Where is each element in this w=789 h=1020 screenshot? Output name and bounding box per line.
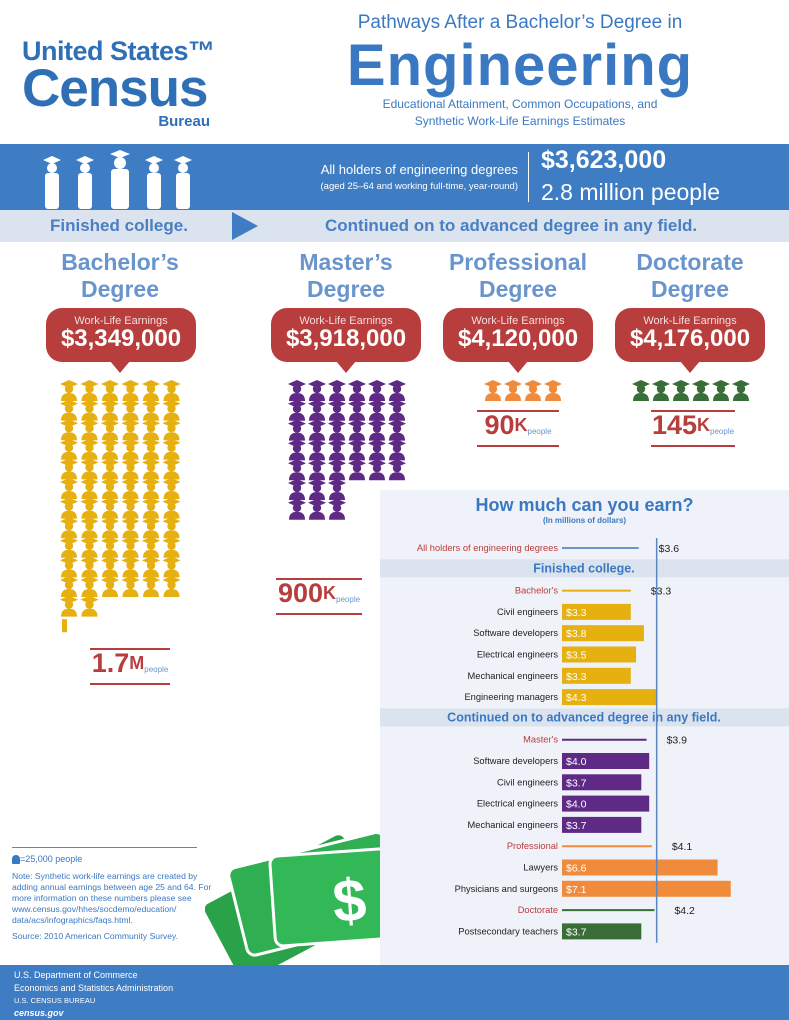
person-icon-67 xyxy=(81,596,99,617)
degree-title-line1: Professional xyxy=(448,249,588,275)
chart-value-label: $3.7 xyxy=(566,819,587,832)
person-icon-2 xyxy=(524,380,542,401)
person-icon-17 xyxy=(388,420,406,441)
person-icon-3 xyxy=(544,380,562,401)
person-icon-50 xyxy=(101,537,119,558)
footnotes xyxy=(12,854,212,942)
logo-line1: United States™ xyxy=(22,36,215,66)
chart-row-label: Software developers xyxy=(473,628,558,639)
chart-section-label: Continued on to advanced degree in any field. xyxy=(447,710,721,725)
person-icon-29 xyxy=(388,459,406,480)
degree-title-line2: Degree xyxy=(479,276,557,302)
person-icon-63 xyxy=(122,576,140,597)
person-icon-5 xyxy=(163,380,181,401)
footer-line1: U.S. Department of Commerce xyxy=(14,970,138,980)
person-icon-12 xyxy=(288,420,306,441)
earnings-value: $4,176,000 xyxy=(629,325,751,352)
logo-line2: Census xyxy=(22,59,208,118)
person-icon-23 xyxy=(163,439,181,460)
earnings-bubble xyxy=(46,308,196,362)
arrow-right-icon xyxy=(232,212,258,240)
chart-value-label: $3.5 xyxy=(566,649,587,662)
person-icon-14 xyxy=(328,420,346,441)
earnings-bubble xyxy=(443,308,593,362)
person-icon-38 xyxy=(101,498,119,519)
bubble-tail xyxy=(680,361,700,373)
person-icon-52 xyxy=(142,537,160,558)
person-icon-61 xyxy=(81,576,99,597)
person-icon-4 xyxy=(712,380,730,401)
person-icon-37 xyxy=(81,498,99,519)
person-icon-17 xyxy=(163,419,181,440)
earnings-value: $4,120,000 xyxy=(457,325,579,352)
people-count xyxy=(651,410,735,447)
person-icon-36 xyxy=(60,498,78,519)
bubble-tail xyxy=(336,361,356,373)
footnote-note: Note: Synthetic work-life earnings are created by adding annual earnings between age 25 and 64. For more information on these numbers please see www.census.gov/hhes/socdemo/education/ data/acs/infographics/faqs.html. xyxy=(12,871,212,925)
person-icon-24 xyxy=(60,458,78,479)
person-icon-11 xyxy=(388,400,406,421)
chart-row-label: Civil engineers xyxy=(497,606,558,617)
bubble-tail xyxy=(508,361,528,373)
person-icon-40 xyxy=(142,498,160,519)
chart-value-label: $7.1 xyxy=(566,883,587,896)
person-icon-22 xyxy=(368,439,386,460)
count-unit: M xyxy=(129,653,145,673)
chart-value-label: $4.2 xyxy=(674,905,695,918)
chart-value-label: $3.7 xyxy=(566,926,587,939)
legend-text: =25,000 people xyxy=(20,854,83,864)
degree-title-line2: Degree xyxy=(651,276,729,302)
person-icon-14 xyxy=(101,419,119,440)
person-icon-19 xyxy=(308,439,326,460)
person-icon-18 xyxy=(288,439,306,460)
chart-row-label: Master's xyxy=(523,734,558,745)
logo-line3: Bureau xyxy=(158,113,210,130)
count-people: people xyxy=(144,665,169,674)
person-icon-13 xyxy=(81,419,99,440)
person-icon-53 xyxy=(163,537,181,558)
footnote-divider xyxy=(12,847,197,848)
person-icon-10 xyxy=(142,400,160,421)
person-icon-0 xyxy=(288,380,306,401)
person-icon-45 xyxy=(122,517,140,538)
person-icon-32 xyxy=(328,479,346,500)
person-icon-35 xyxy=(163,478,181,499)
count-people: people xyxy=(710,427,735,436)
footer-link[interactable]: census.gov xyxy=(14,1008,64,1018)
person-icon-16 xyxy=(368,420,386,441)
person-icon-30 xyxy=(288,479,306,500)
count-value: 900 xyxy=(277,578,324,608)
chart-unit: (In millions of dollars) xyxy=(542,516,627,525)
band-divider xyxy=(528,152,529,202)
finished-college-label: Finished college. xyxy=(50,216,188,235)
degree-title xyxy=(261,249,431,303)
person-icon-34 xyxy=(308,499,326,520)
person-icon-6 xyxy=(288,400,306,421)
person-icon-7 xyxy=(81,400,99,421)
doctorate-people-icons xyxy=(630,380,758,404)
count-people: people xyxy=(336,595,361,604)
chart-row-label: All holders of engineering degrees xyxy=(416,543,558,553)
person-icon-22 xyxy=(142,439,160,460)
money-bills-icon xyxy=(205,825,385,965)
chart-value-label: $3.9 xyxy=(666,734,688,747)
count-unit: K xyxy=(514,415,528,435)
svg-text:$: $ xyxy=(330,866,369,936)
chart-value-label: $3.3 xyxy=(566,670,587,683)
person-icon-31 xyxy=(308,479,326,500)
bachelors-people-icons xyxy=(58,380,186,670)
person-icon-26 xyxy=(328,459,346,480)
person-icon-5 xyxy=(388,380,406,401)
person-icon-28 xyxy=(368,459,386,480)
person-icon-16 xyxy=(142,419,160,440)
person-icon-0 xyxy=(484,380,502,401)
person-icon-10 xyxy=(368,400,386,421)
chart-value-label: $4.1 xyxy=(671,841,693,854)
chart-row-label: Electrical engineers xyxy=(476,798,558,809)
chart-row-label: Professional xyxy=(506,841,558,852)
work-life-label: Work-Life Earnings xyxy=(471,315,565,327)
degree-title-line2: Degree xyxy=(307,276,385,302)
person-icon-60 xyxy=(60,576,78,597)
person-icon-49 xyxy=(81,537,99,558)
person-icon-47 xyxy=(163,517,181,538)
chart-value-label: $3.3 xyxy=(566,606,587,619)
person-icon xyxy=(12,855,20,864)
band-earnings: $3,623,000 xyxy=(541,146,667,174)
chart-row-label: Mechanical engineers xyxy=(467,819,558,830)
earnings-value: $3,349,000 xyxy=(60,325,182,352)
chart-bar xyxy=(562,881,731,897)
degree-title-line1: Bachelor’s xyxy=(61,249,179,275)
chart-title: How much can you earn? xyxy=(475,495,694,515)
person-icon-42 xyxy=(60,517,78,538)
person-icon-41 xyxy=(163,498,181,519)
person-icon-28 xyxy=(142,458,160,479)
band-age-note: (aged 25–64 and working full-time, year-round) xyxy=(320,181,518,192)
person-icon-27 xyxy=(122,458,140,479)
footer-line2: Economics and Statistics Administration xyxy=(14,983,174,993)
degree-title-line1: Master’s xyxy=(299,249,393,275)
person-icon-2 xyxy=(672,380,690,401)
person-icon-9 xyxy=(122,400,140,421)
person-icon-33 xyxy=(288,499,306,520)
person-icon-11 xyxy=(163,400,181,421)
person-icon-8 xyxy=(328,400,346,421)
person-icon-13 xyxy=(308,420,326,441)
degree-title-line1: Doctorate xyxy=(636,249,744,275)
chart-value-label: $4.0 xyxy=(566,798,587,811)
person-icon-46 xyxy=(142,517,160,538)
chart-row-label: Electrical engineers xyxy=(476,649,558,660)
person-icon-24 xyxy=(288,459,306,480)
person-icon-54 xyxy=(60,556,78,577)
person-icon-34 xyxy=(142,478,160,499)
person-icon-12 xyxy=(60,419,78,440)
chart-value-label: $3.6 xyxy=(658,543,680,555)
person-icon-64 xyxy=(142,576,160,597)
people-count xyxy=(90,648,170,685)
page-subtitle xyxy=(330,96,710,130)
page-pretitle: Pathways After a Bachelor’s Degree in xyxy=(357,12,683,33)
chart-row-label: Doctorate xyxy=(517,905,558,916)
subtitle-line2: Synthetic Work-Life Earnings Estimates xyxy=(414,114,626,128)
person-icon-62 xyxy=(101,576,119,597)
chart-row-label: Bachelor's xyxy=(514,585,558,596)
person-icon-20 xyxy=(101,439,119,460)
degree-title xyxy=(433,249,603,303)
person-icon-51 xyxy=(122,537,140,558)
chart-row-label: Software developers xyxy=(473,756,558,766)
person-icon-39 xyxy=(122,498,140,519)
person-icon-59 xyxy=(163,556,181,577)
person-icon-3 xyxy=(692,380,710,401)
degree-title xyxy=(605,249,775,303)
person-icon-1 xyxy=(652,380,670,401)
chart-value-label: $4.0 xyxy=(566,756,587,768)
person-icon-15 xyxy=(348,420,366,441)
person-icon-1 xyxy=(308,380,326,401)
person-icon-58 xyxy=(142,556,160,577)
person-icon-20 xyxy=(328,439,346,460)
person-icon-18 xyxy=(60,439,78,460)
count-unit: K xyxy=(323,583,337,603)
footnote-source: Source: 2010 American Community Survey. xyxy=(12,931,179,941)
person-icon-5 xyxy=(732,380,750,401)
person-icon-15 xyxy=(122,419,140,440)
person-icon-0 xyxy=(632,380,650,401)
work-life-label: Work-Life Earnings xyxy=(299,315,393,327)
person-icon-1 xyxy=(504,380,522,401)
chart-row-label: Postsecondary teachers xyxy=(458,926,558,937)
person-icon-6 xyxy=(60,400,78,421)
person-icon-3 xyxy=(122,380,140,401)
footer-line3: U.S. CENSUS BUREAU xyxy=(14,996,96,1005)
person-icon-21 xyxy=(122,439,140,460)
chart-section-label: Finished college. xyxy=(533,561,635,576)
band-holders-label: All holders of engineering degrees xyxy=(320,162,518,177)
chart-value-label: $3.3 xyxy=(650,585,672,598)
person-icon-8 xyxy=(101,400,119,421)
chart-value-label: $3.7 xyxy=(566,777,587,790)
footer xyxy=(0,965,789,1020)
chart-row-label: Engineering managers xyxy=(464,692,558,703)
person-icon-57 xyxy=(122,556,140,577)
work-life-label: Work-Life Earnings xyxy=(643,315,737,327)
person-icon-29 xyxy=(163,458,181,479)
person-icon-55 xyxy=(81,556,99,577)
person-icon-30 xyxy=(60,478,78,499)
person-icon-4 xyxy=(368,380,386,401)
icon-legend xyxy=(12,854,212,865)
band-population: 2.8 million people xyxy=(541,179,721,205)
person-icon-33 xyxy=(122,478,140,499)
person-icon-66 xyxy=(60,596,78,617)
person-icon-19 xyxy=(81,439,99,460)
count-unit: K xyxy=(697,415,711,435)
person-icon-2 xyxy=(101,380,119,401)
person-icon-7 xyxy=(308,400,326,421)
person-icon-31 xyxy=(81,478,99,499)
person-icon-27 xyxy=(348,459,366,480)
census-logo xyxy=(22,38,232,130)
person-icon-26 xyxy=(101,458,119,479)
person-icon-35 xyxy=(328,499,346,520)
person-icon-9 xyxy=(348,400,366,421)
subtitle-line1: Educational Attainment, Common Occupations, and xyxy=(382,97,658,111)
count-value: 90 xyxy=(484,410,515,440)
graduates-icon xyxy=(40,150,200,210)
chart-value-label: $6.6 xyxy=(566,862,587,875)
earnings-bar-chart xyxy=(380,530,789,950)
person-icon-4 xyxy=(142,380,160,401)
person-icon-25 xyxy=(308,459,326,480)
work-life-label: Work-Life Earnings xyxy=(74,315,168,327)
person-icon-65 xyxy=(163,576,181,597)
chart-row-label: Civil engineers xyxy=(497,777,558,788)
person-icon-32 xyxy=(101,478,119,499)
earnings-value: $3,918,000 xyxy=(285,325,407,352)
person-icon-48 xyxy=(60,537,78,558)
partial-person-icon xyxy=(62,619,67,632)
count-people: people xyxy=(527,427,552,436)
chart-row-label: Lawyers xyxy=(523,862,558,873)
bubble-tail xyxy=(110,361,130,373)
earnings-bubble xyxy=(615,308,765,362)
person-icon-23 xyxy=(388,439,406,460)
people-count xyxy=(477,410,559,447)
count-value: 1.7 xyxy=(91,648,130,678)
person-icon-56 xyxy=(101,556,119,577)
people-count xyxy=(276,578,362,615)
continued-label: Continued on to advanced degree in any field. xyxy=(325,216,698,235)
person-icon-43 xyxy=(81,517,99,538)
chart-value-label: $4.3 xyxy=(566,692,587,705)
person-icon-25 xyxy=(81,458,99,479)
degree-title-line2: Degree xyxy=(81,276,159,302)
person-icon-1 xyxy=(81,380,99,401)
professional-people-icons xyxy=(482,380,566,404)
degree-title xyxy=(35,249,205,303)
person-icon-21 xyxy=(348,439,366,460)
page-title: Engineering xyxy=(346,33,694,98)
chart-row-label: Physicians and surgeons xyxy=(454,883,558,894)
earnings-bubble xyxy=(271,308,421,362)
person-icon-2 xyxy=(328,380,346,401)
chart-value-label: $3.8 xyxy=(566,628,587,641)
person-icon-3 xyxy=(348,380,366,401)
person-icon-0 xyxy=(60,380,78,401)
person-icon-44 xyxy=(101,517,119,538)
count-value: 145 xyxy=(651,410,698,440)
chart-row-label: Mechanical engineers xyxy=(467,670,558,681)
